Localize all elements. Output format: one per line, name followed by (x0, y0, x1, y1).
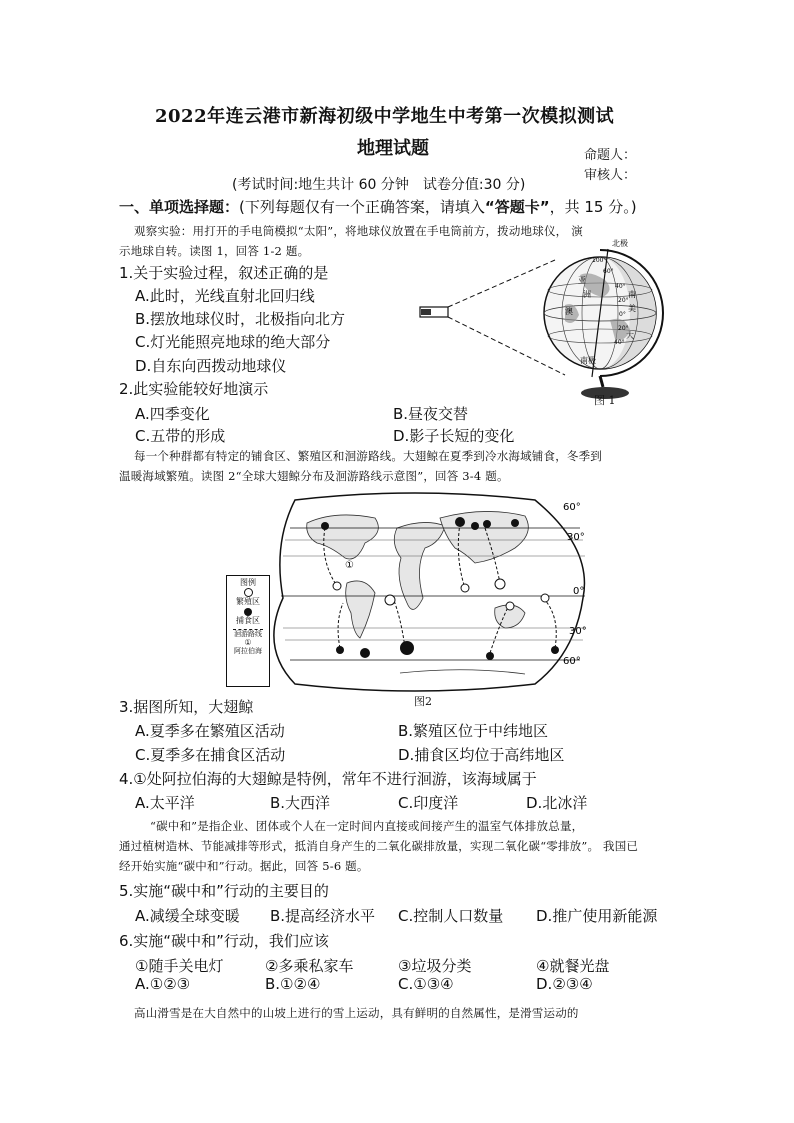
q6-item-4: ④就餐光盘 (536, 957, 610, 975)
q1-stem: 1.关于实验过程，叙述正确的是 (119, 264, 329, 282)
q3-option-d: D.捕食区均位于高纬地区 (398, 746, 565, 764)
intro2-line2: 温暖海域繁殖。读图 2“全球大翅鲸分布及洄游路线示意图”，回答 3-4 题。 (119, 469, 509, 483)
section-heading-end: ，共 15 分。) (549, 198, 637, 216)
exam-info: (考试时间:地生共计 60 分钟 试卷分值:30 分) (232, 177, 526, 193)
q4-option-d: D.北冰洋 (526, 794, 588, 812)
fig1-south-label: 南极 (580, 356, 596, 365)
q6-option-c: C.①③④ (398, 975, 454, 993)
legend-route: 洄游路线 (234, 629, 262, 638)
q5-option-a: A.减缓全球变暖 (135, 907, 240, 925)
fig1-lat-60: 60° (603, 268, 614, 275)
fig1-map-label-5: 澳 (565, 307, 573, 316)
figure1-globe-diagram (415, 235, 665, 405)
q1-option-b: B.摆放地球仪时，北极指向北方 (135, 310, 346, 328)
exam-subtitle: 地理试题 (357, 138, 429, 159)
fig1-lat-20: 20° (618, 297, 629, 304)
fig2-lat-30s: 30° (569, 626, 587, 637)
q6-item-1: ①随手关电灯 (135, 957, 224, 975)
q5-stem: 5.实施“碳中和”行动的主要目的 (119, 882, 329, 900)
legend-title: 图例 (240, 578, 256, 587)
q4-option-b: B.大西洋 (270, 794, 331, 812)
exam-title: 2022年连云港市新海初级中学地生中考第一次模拟测试 (155, 106, 615, 127)
q2-option-c: C.五带的形成 (135, 427, 226, 445)
intro2-line1: 每一个种群都有特定的铺食区、繁殖区和洄游路线。大翅鲸在夏季到冷水海域铺食，冬季到 (134, 449, 602, 463)
legend-marker: ① (244, 637, 252, 647)
intro3-line2: 通过植树造林、节能减排等形式，抵消自身产生的二氧化碳排放量，实现二氧化碳“零排放”。 我国已 (119, 839, 639, 853)
fig1-map-label-6: 大 (626, 331, 634, 340)
figure2-caption: 图2 (414, 695, 432, 708)
intro1-line2: 示地球自转。读图 1，回答 1-2 题。 (119, 244, 310, 258)
fig2-lat-30n: 30° (567, 532, 585, 543)
fig1-lat-0: 0° (619, 311, 626, 318)
fig1-map-label-4: 美 (628, 304, 636, 313)
legend-arabian: 阿拉伯海 (234, 646, 262, 655)
section-heading (119, 196, 637, 217)
q1-option-d: D.自东向西拨动地球仪 (135, 357, 287, 375)
intro3-line1: “碳中和”是指企业、团体或个人在一定时间内直接或间接产生的温室气体排放总量， (150, 819, 584, 833)
intro3-line3: 经开始实施“碳中和”行动。据此，回答 5-6 题。 (119, 859, 369, 873)
section-heading-text: (下列每题仅有一个正确答案，请填入 (239, 198, 485, 216)
q5-option-d: D.推广使用新能源 (536, 907, 658, 925)
fig1-map-label-3: 南 (628, 290, 636, 299)
figure1-caption: 图 1 (594, 394, 616, 407)
q6-stem: 6.实施“碳中和”行动，我们应该 (119, 932, 329, 950)
setter-label: 命题人： (584, 148, 637, 163)
q4-stem: 4.①处阿拉伯海的大翅鲸是特例，常年不进行洄游，该海域属于 (119, 770, 537, 788)
fig2-legend (226, 575, 270, 687)
q1-option-a: A.此时，光线直射北回归线 (135, 287, 315, 305)
q6-item-2: ②多乘私家车 (265, 957, 354, 975)
fig1-map-label-2: 洲 (583, 290, 591, 299)
q2-option-b: B.昼夜交替 (393, 405, 469, 423)
fig1-lat-s40: 40° (614, 339, 625, 346)
section-heading-bold: “答题卡” (484, 198, 550, 216)
reviewer-label: 审核人： (584, 168, 637, 183)
intro4-line1: 高山滑雪是在大自然中的山坡上进行的雪上运动，具有鲜明的自然属性，是滑雪运动的 (134, 1006, 579, 1020)
q6-option-a: A.①②③ (135, 975, 191, 993)
q1-option-c: C.灯光能照亮地球的绝大部分 (135, 333, 331, 351)
fig2-lat-60s: 60° (563, 656, 581, 667)
q6-option-d: D.②③④ (536, 975, 593, 993)
fig2-lat-60n: 60° (563, 502, 581, 513)
fig2-marker-1: ① (345, 560, 354, 571)
q2-option-a: A.四季变化 (135, 405, 210, 423)
legend-feeding: 捕食区 (236, 616, 260, 626)
fig1-map-label-1: 亚 (578, 276, 586, 285)
fig1-lat-s20: 20° (618, 325, 629, 332)
q3-option-c: C.夏季多在捕食区活动 (135, 746, 286, 764)
legend-breeding-icon (244, 588, 253, 597)
fig2-lat-0: 0° (573, 586, 585, 597)
q2-option-d: D.影子长短的变化 (393, 427, 515, 445)
q5-option-b: B.提高经济水平 (270, 907, 376, 925)
q3-option-b: B.繁殖区位于中纬地区 (398, 722, 549, 740)
fig1-north-label: 北极 (612, 239, 628, 248)
intro1-line1: 观察实验：用打开的手电筒模拟“太阳”，将地球仪放置在手电筒前方，拨动地球仪， 演 (134, 224, 583, 238)
q5-option-c: C.控制人口数量 (398, 907, 504, 925)
q6-option-b: B.①②④ (265, 975, 321, 993)
fig1-lon-100: 100° (592, 257, 607, 264)
q6-item-3: ③垃圾分类 (398, 957, 472, 975)
section-heading-label: 一、单项选择题： (119, 198, 240, 216)
q3-stem: 3.据图所知，大翅鲸 (119, 698, 254, 716)
q4-option-a: A.太平洋 (135, 794, 195, 812)
q2-stem: 2.此实验能较好地演示 (119, 380, 269, 398)
fig1-lat-40: 40° (615, 283, 626, 290)
q4-option-c: C.印度洋 (398, 794, 459, 812)
legend-breeding: 繁殖区 (236, 597, 260, 607)
q3-option-a: A.夏季多在繁殖区活动 (135, 722, 285, 740)
figure2-world-map (225, 488, 605, 698)
